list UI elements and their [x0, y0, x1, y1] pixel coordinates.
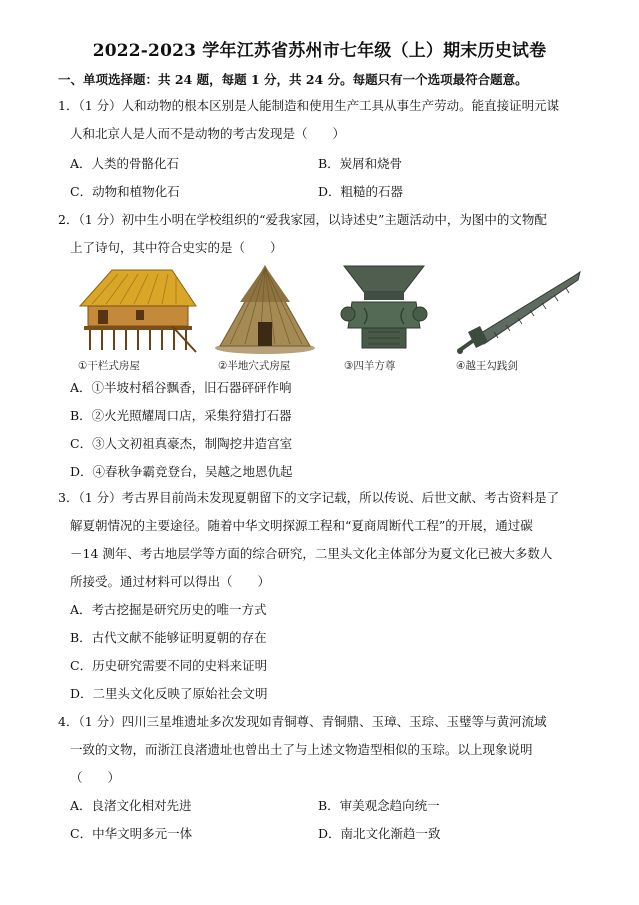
q2-option-d[interactable]: D．④春秋争霸竞登台，吴越之地恩仇起: [70, 464, 293, 479]
four-ram-zun-image: [334, 262, 434, 356]
q4-option-d[interactable]: D．南北文化渐趋一致: [318, 826, 441, 841]
q2-stem-cont: 上了诗句，其中符合史实的是（ ）: [70, 240, 283, 255]
q3-option-a[interactable]: A．考古挖掘是研究历史的唯一方式: [70, 602, 267, 617]
q4-option-b[interactable]: B．审美观念趋向统一: [318, 798, 440, 813]
goujian-sword-image: [454, 262, 584, 356]
caption-goujian-sword: ④越王勾践剑: [456, 360, 518, 372]
q2-option-b[interactable]: B．②火光照耀周口店，采集狩猎打石器: [70, 408, 292, 423]
q3-line-2: 解夏朝情况的主要途径。随着中华文明探源工程和“夏商周断代工程”的开展，通过碳: [70, 518, 533, 533]
q2-option-c[interactable]: C．③人文初祖真豪杰，制陶挖井造宫室: [70, 436, 293, 451]
exam-title: 2022-2023 学年江苏省苏州市七年级（上）期末历史试卷: [92, 41, 547, 61]
q4-option-a[interactable]: A．良渚文化相对先进: [70, 798, 192, 813]
artifact-figures: [72, 262, 584, 374]
q1-option-b[interactable]: B．炭屑和烧骨: [318, 156, 403, 171]
q4-stem: 4．（1 分）四川三星堆遗址多次发现如青铜尊、青铜鼎、玉璋、玉琮、玉璧等与黄河流域: [58, 714, 547, 729]
q3-option-b[interactable]: B．古代文献不能够证明夏朝的存在: [70, 630, 267, 645]
q1-stem-cont: 人和北京人是人而不是动物的考古发现是（ ）: [70, 126, 346, 141]
q1-option-c[interactable]: C．动物和植物化石: [70, 184, 180, 199]
q3-line-4: 所接受。通过材料可以得出（ ）: [70, 574, 271, 589]
q1-option-a[interactable]: A．人类的骨骼化石: [70, 156, 180, 171]
q1-stem: 1．（1 分）人和动物的根本区别是人能制造和使用生产工具从事生产劳动。能直接证明元谋: [58, 98, 560, 113]
semi-subterranean-house-image: [210, 262, 320, 356]
section-heading: 一、单项选择题：共 24 题，每题 1 分，共 24 分。每题只有一个选项最符合题意。: [58, 72, 528, 87]
stilt-house-image: [72, 262, 202, 356]
q2-stem: 2．（1 分）初中生小明在学校组织的“爱我家园，以诗述史”主题活动中，为图中的文物配: [58, 212, 547, 227]
caption-stilt-house: ①干栏式房屋: [78, 360, 140, 372]
caption-four-ram-zun: ③四羊方尊: [344, 360, 396, 372]
q1-option-d[interactable]: D．粗糙的石器: [318, 184, 404, 199]
q3-option-d[interactable]: D．二里头文化反映了原始社会文明: [70, 686, 268, 701]
q2-option-a[interactable]: A．①半坡村稻谷飘香，旧石器砰砰作响: [70, 380, 292, 395]
caption-semi-subterranean-house: ②半地穴式房屋: [218, 360, 291, 372]
q4-line-2: 一致的文物，而浙江良渚遗址也曾出土了与上述文物造型相似的玉琮。以上现象说明: [70, 742, 533, 757]
q4-option-c[interactable]: C．中华文明多元一体: [70, 826, 193, 841]
q3-line-3: －14 测年、考古地层学等方面的综合研究，二里头文化主体部分为夏文化已被大多数人: [70, 546, 553, 561]
q4-line-3: （ ）: [70, 770, 121, 785]
q3-stem: 3．（1 分）考古界目前尚未发现夏朝留下的文字记载，所以传说、后世文献、考古资料是了: [58, 490, 560, 505]
q3-option-c[interactable]: C．历史研究需要不同的史料来证明: [70, 658, 268, 673]
